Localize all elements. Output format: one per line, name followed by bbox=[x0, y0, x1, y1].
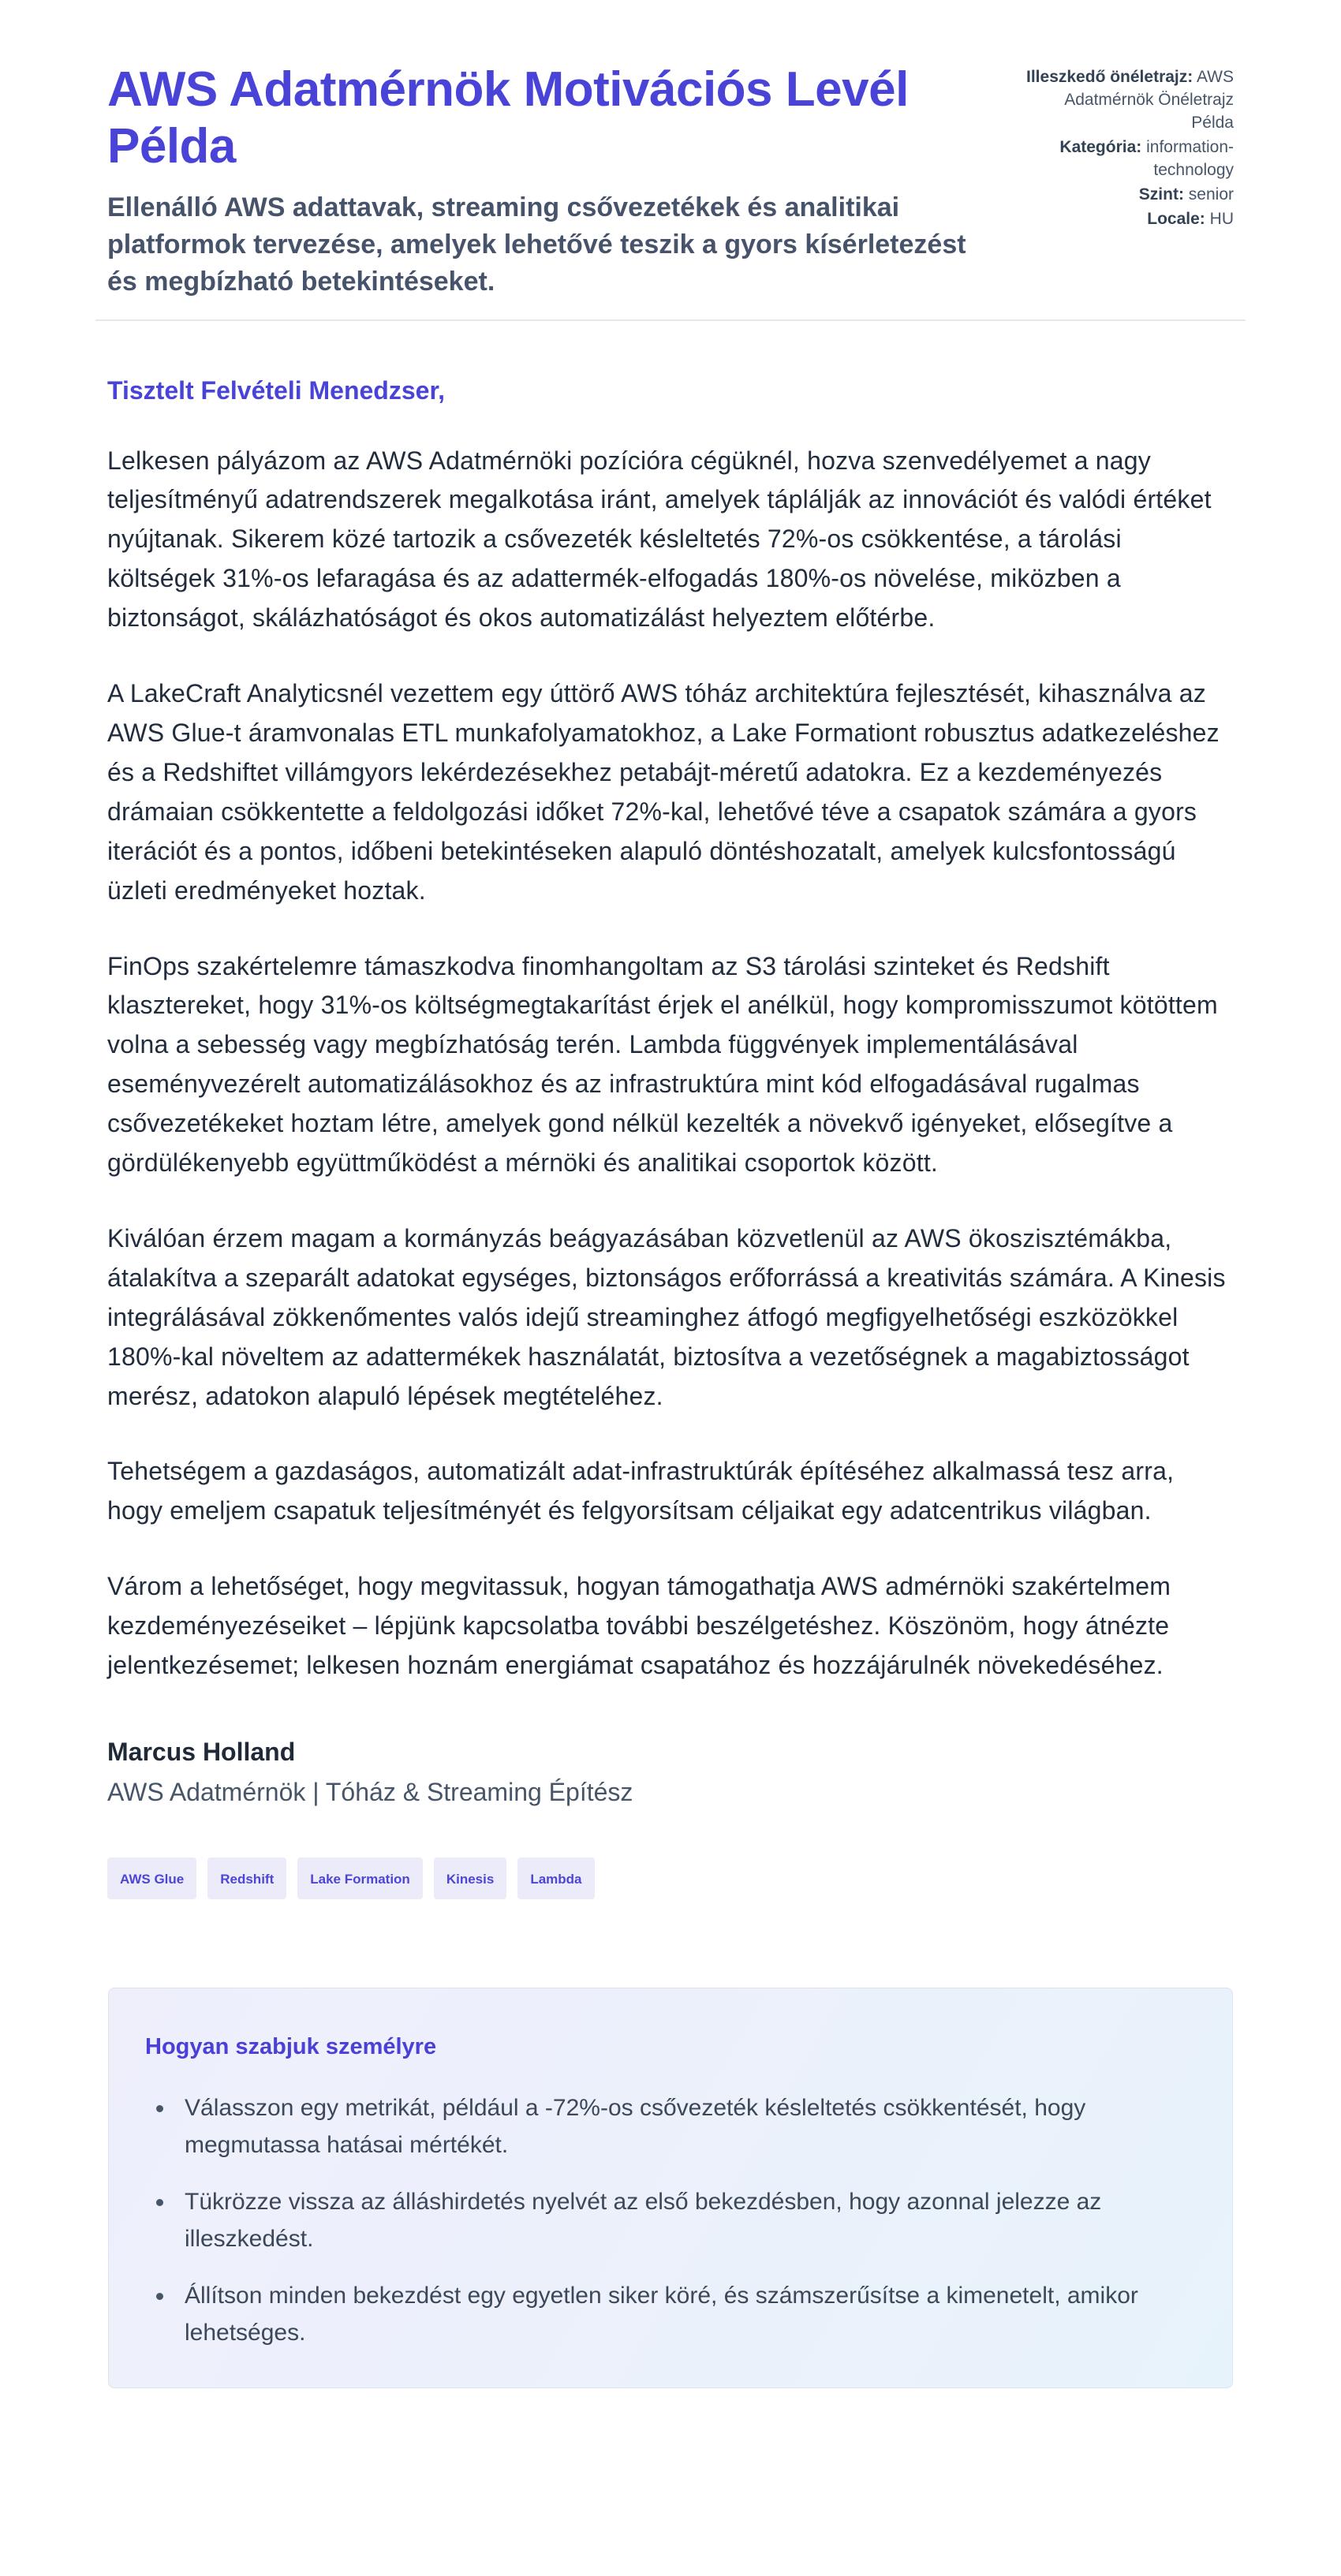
letter-paragraphs bbox=[107, 442, 1234, 1686]
divider bbox=[95, 319, 1246, 321]
meta-label: Szint: bbox=[1138, 185, 1184, 203]
callout-list bbox=[145, 2090, 1196, 2351]
letter-paragraph: Kiválóan érzem magam a kormányzás beágyazásában közvetlenül az AWS ökoszisztémákba, átalakítva a szeparált adatokat egységes, biztonságos erőforrássá a kreativitás számára. A Kinesis integrálásával zökkenőmentes valós idejű streaminghez átfogó megfigyelhetőségi eszközökkel 180%-kal növeltem az adattermékek használatát, biztosítva a vezetőségnek a magabiztosságot merész, adatokon alapuló lépések megtételéhez. bbox=[107, 1223, 1226, 1410]
header bbox=[95, 62, 1246, 301]
skill-tag[interactable]: Lake Formation bbox=[297, 1857, 423, 1899]
letter-paragraph: Tehetségem a gazdaságos, automatizált adat-infrastruktúrák építéséhez alkalmassá tesz arra, hogy emeljem csapatuk teljesítményét és felgyorsítsam céljaikat egy adatcentrikus világban. bbox=[107, 1457, 1175, 1525]
skill-tag[interactable]: Lambda bbox=[517, 1857, 594, 1899]
meta-label: Illeszkedő önéletrajz: bbox=[1026, 68, 1193, 86]
letter-paragraph: FinOps szakértelemre támaszkodva finomhangoltam az S3 tárolási szinteket és Redshift klasztereket, hogy 31%-os költségmegtakarítást érjek el anélkül, hogy kompromisszumot kötöttem volna a sebesség vagy megbízhatóság terén. Lambda függvények implementálásával eseményvezérelt automatizálásokhoz és az infrastruktúra mint kód elfogadásával rugalmas csővezetékeket hoztam létre, amelyek gond nélkül kezelték a növekvő igényeket, elősegítve a gördülékenyebb együttműködést a mérnöki és analitikai csoportok között. bbox=[107, 951, 1218, 1178]
matching-resume-link[interactable]: AWS Adatmérnök Önéletrajz Példa bbox=[1064, 68, 1234, 132]
signature-name: Marcus Holland bbox=[107, 1738, 296, 1766]
letter-paragraph: Lelkesen pályázom az AWS Adatmérnöki pozícióra cégüknél, hozva szenvedélyemet a nagy teljesítményű adatrendszerek megalkotása iránt, amelyek táplálják az innovációt és valódi értéket nyújtanak. Sikerem közé tartozik a csővezeték késleltetés 72%-os csökkentése, a tárolási költségek 31%-os lefaragása és az adattermék-elfogadás 180%-os növelése, miközben a biztonságot, skálázhatóságot és okos automatizálást helyeztem előtérbe. bbox=[107, 446, 1212, 633]
callout-bullet: • Tükrözze vissza az álláshirdetés nyelvét az első bekezdésben, hogy azonnal jelezze az illeszkedést. bbox=[175, 2184, 1185, 2257]
letter-paragraph: A LakeCraft Analyticsnél vezettem egy úttörő AWS tóház architektúra fejlesztését, kihasználva az AWS Glue-t áramvonalas ETL munkafolyamatokhoz, a Lake Formationt robusztus adatkezeléshez és a Redshiftet villámgyors lekérdezésekhez petabájt-méretű adatokra. Ez a kezdeményezés drámaian csökkentette a feldolgozási időket 72%-kal, lehetővé téve a csapatok számára a gyors iterációt és a pontos, időbeni betekintéseken alapuló döntéshozatalt, amelyek kulcsfontosságú üzleti eredményeket hoztak. bbox=[107, 679, 1220, 905]
page-subtitle: Ellenálló AWS adattavak, streaming csővezetékek és analitikai platformok tervezése, amelyek lehetővé teszik a gyors kísérletezést és megbízható betekintéseket. bbox=[107, 192, 966, 297]
callout-title: Hogyan szabjuk személyre bbox=[145, 2034, 437, 2059]
meta-row-locale bbox=[1021, 208, 1234, 231]
personalization-callout bbox=[108, 1988, 1233, 2388]
skill-tags bbox=[107, 1857, 1234, 1899]
letter-body bbox=[95, 376, 1246, 1899]
meta-value: HU bbox=[1209, 209, 1234, 228]
meta-row-level bbox=[1021, 184, 1234, 207]
greeting: Tisztelt Felvételi Menedzser, bbox=[107, 375, 446, 405]
signature-role: AWS Adatmérnök | Tóház & Streaming Építész bbox=[107, 1778, 633, 1806]
page-title: AWS Adatmérnök Motivációs Levél Példa bbox=[107, 62, 909, 174]
meta-row-matching-resume bbox=[1021, 66, 1234, 135]
meta-panel bbox=[1021, 62, 1234, 233]
callout-bullet: • Állítson minden bekezdést egy egyetlen siker köré, és számszerűsítse a kimenetelt, amikor lehetséges. bbox=[175, 2278, 1185, 2351]
meta-row-category bbox=[1021, 136, 1234, 182]
cover-letter-page bbox=[95, 0, 1246, 2388]
skill-tag[interactable]: Kinesis bbox=[434, 1857, 506, 1899]
skill-tag[interactable]: AWS Glue bbox=[107, 1857, 196, 1899]
meta-value: senior bbox=[1188, 185, 1234, 203]
header-left bbox=[107, 62, 989, 301]
letter-paragraph: Várom a lehetőséget, hogy megvitassuk, hogyan támogathatja AWS admérnöki szakértelmem kezdeményezéseiket – lépjünk kapcsolatba további beszélgetéshez. Köszönöm, hogy átnézte jelentkezésemet; lelkesen hoznám energiámat csapatához és hozzájárulnék növekedéséhez. bbox=[107, 1572, 1171, 1680]
meta-label: Kategória: bbox=[1059, 137, 1142, 156]
meta-label: Locale: bbox=[1147, 209, 1205, 228]
skill-tag[interactable]: Redshift bbox=[207, 1857, 286, 1899]
meta-value: information-technology bbox=[1146, 137, 1234, 179]
callout-bullet: • Válasszon egy metrikát, például a -72%-os csővezeték késleltetés csökkentését, hogy megmutassa hatásai mértékét. bbox=[175, 2090, 1185, 2163]
